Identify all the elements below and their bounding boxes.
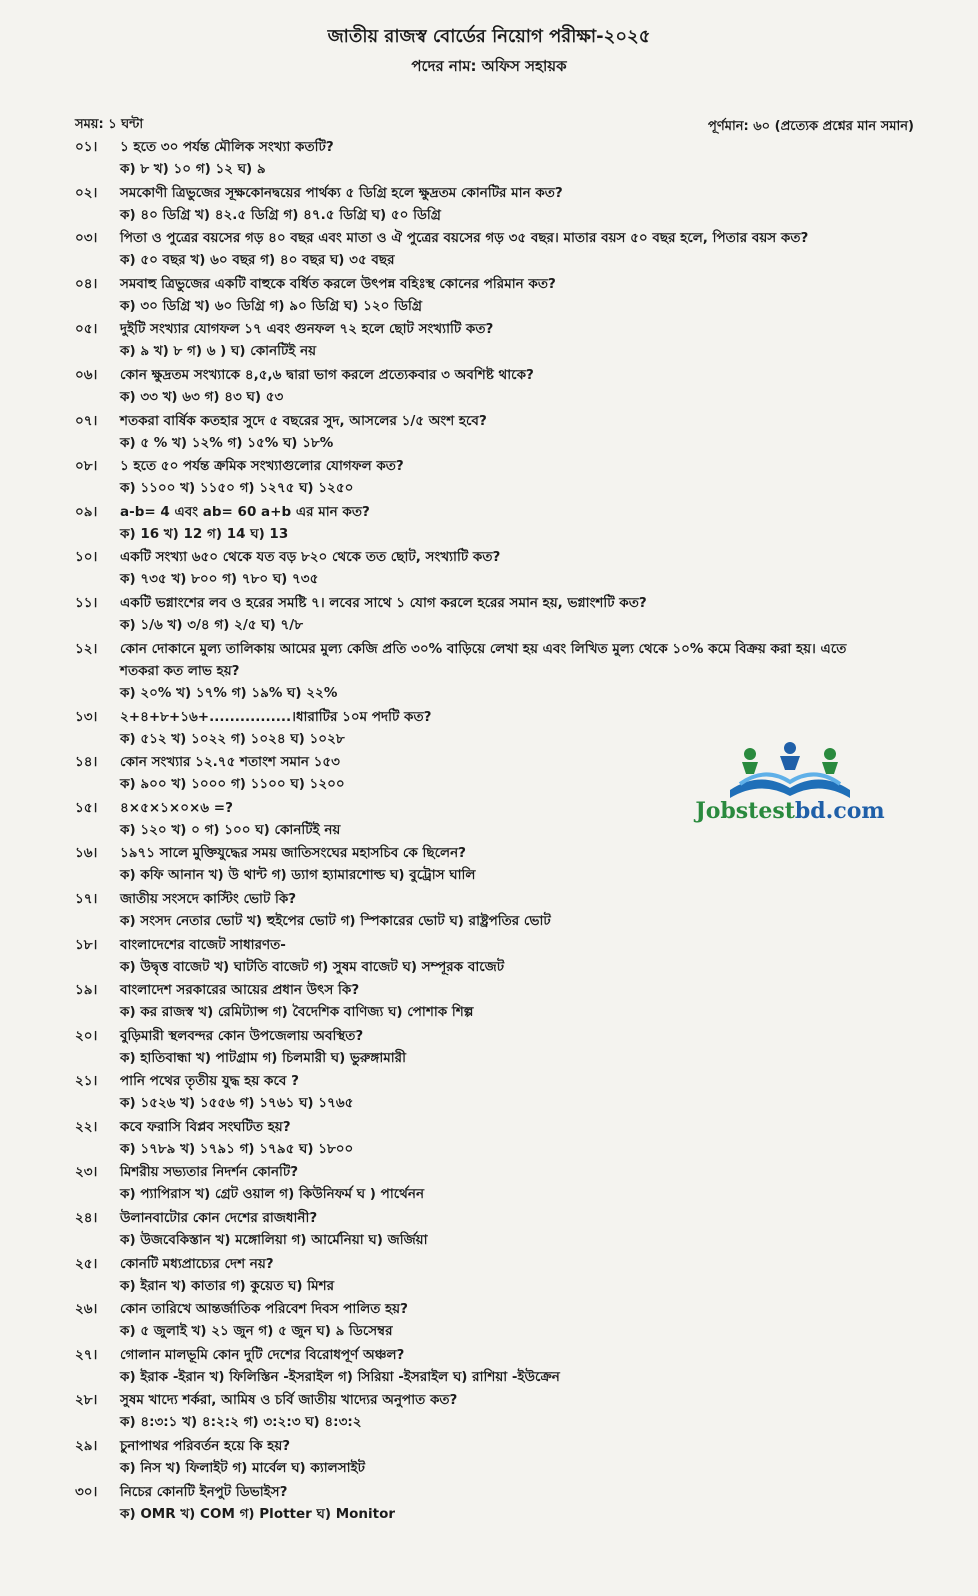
question-text: ১ হতে ৩০ পর্যন্ত মৌলিক সংখ্যা কতটি? bbox=[120, 139, 334, 155]
question-item bbox=[0, 932, 978, 978]
question-number: ০৩। bbox=[75, 230, 98, 247]
question-options: ক) ইরান খ) কাতার গ) কুয়েত ঘ) মিশর bbox=[120, 1277, 335, 1294]
question-text: বুড়িমারী স্থলবন্দর কোন উপজেলায় অবস্থিত? bbox=[120, 1027, 364, 1044]
question-item bbox=[0, 1114, 978, 1160]
question-text: কোন সংখ্যার ১২.৭৫ শতাংশ সমান ১৫৩ bbox=[120, 754, 340, 771]
question-text: কোনটি মধ্যপ্রাচ্যের দেশ নয়? bbox=[120, 1255, 274, 1272]
question-text: পানি পথের তৃতীয় যুদ্ধ হয় কবে ? bbox=[120, 1073, 299, 1090]
question-text: সমকোণী ত্রিভুজের সূক্ষকোনদ্বয়ের পার্থক্য ৫ ডিগ্রি হলে ক্ষুদ্রতম কোনটির মান কত? bbox=[120, 184, 563, 201]
question-number: ০৯। bbox=[75, 503, 98, 520]
question-item bbox=[0, 271, 978, 317]
question-number: ০৪। bbox=[75, 275, 98, 292]
question-number: ২৭। bbox=[75, 1346, 98, 1363]
question-text: গোলান মালভূমি কোন দুটি দেশের বিরোধপূর্ণ অঞ্চল? bbox=[120, 1346, 405, 1363]
question-text-continued: শতকরা কত লাভ হয়? bbox=[120, 662, 240, 679]
question-number: ০৭। bbox=[75, 412, 98, 429]
question-options: ক) ৩৩ খ) ৬৩ গ) ৪৩ ঘ) ৫৩ bbox=[120, 388, 284, 405]
post-name: পদের নাম: অফিস সহায়ক bbox=[411, 57, 567, 75]
question-item bbox=[0, 134, 978, 180]
question-options: ক) ৫০ বছর খ) ৬০ বছর গ) ৪০ বছর ঘ) ৩৫ বছর bbox=[120, 252, 395, 269]
question-item bbox=[0, 453, 978, 499]
question-item bbox=[0, 840, 978, 886]
question-number: ১২। bbox=[75, 640, 98, 657]
question-options: ক) ৫ % খ) ১২% গ) ১৫% ঘ) ১৮% bbox=[120, 434, 334, 451]
question-number: ০৮। bbox=[75, 458, 98, 475]
question-item bbox=[0, 180, 978, 226]
question-text: সুষম খাদ্যে শর্করা, আমিষ ও চর্বি জাতীয় খাদ্যের অনুপাত কত? bbox=[120, 1392, 458, 1409]
question-number: ২৪। bbox=[75, 1210, 98, 1227]
question-options: ক) কফি আনান খ) উ থান্ট গ) ড্যাগ হ্যামারশোল্ড ঘ) বুট্রোস ঘালি bbox=[120, 867, 476, 884]
question-options: ক) ৫১২ খ) ১০২২ গ) ১০২৪ ঘ) ১০২৮ bbox=[120, 730, 345, 747]
question-text: একটি ভগ্নাংশের লব ও হরের সমষ্টি ৭। লবের সাথে ১ যোগ করলে হরের সমান হয়, ভগ্নাংশটি কত? bbox=[120, 594, 647, 611]
question-text: কোন ক্ষুদ্রতম সংখ্যাকে ৪,৫,৬ দ্বারা ভাগ করলে প্রত্যেকবার ৩ অবশিষ্ট থাকে? bbox=[120, 366, 534, 383]
question-number: ১৭। bbox=[75, 890, 98, 907]
question-item bbox=[0, 316, 978, 362]
question-item bbox=[0, 1342, 978, 1388]
question-options: ক) প্যাপিরাস খ) গ্রেট ওয়াল গ) কিউনিফর্ম ঘ ) পার্থেনন bbox=[120, 1186, 425, 1203]
question-options: ক) OMR খ) COM গ) Plotter ঘ) Monitor bbox=[120, 1505, 396, 1522]
question-options: ক) নিস খ) ফিলাইট গ) মার্বেল ঘ) ক্যালসাইট bbox=[120, 1460, 365, 1477]
question-options: ক) ৭৩৫ খ) ৮০০ গ) ৭৮০ ঘ) ৭৩৫ bbox=[120, 571, 319, 588]
question-text: বাংলাদেশের বাজেট সাধারণত- bbox=[120, 936, 286, 953]
question-item bbox=[0, 362, 978, 408]
question-text: একটি সংখ্যা ৬৫০ থেকে যত বড় ৮২০ থেকে তত ছোট, সংখ্যাটি কত? bbox=[120, 549, 501, 566]
question-number: ২২। bbox=[75, 1118, 98, 1135]
question-item bbox=[0, 408, 978, 454]
question-text: সমবাহু ত্রিভুজের একটি বাহুকে বর্ধিত করলে উৎপন্ন বহিঃস্থ কোনের পরিমান কত? bbox=[120, 275, 556, 292]
question-number: ৩০। bbox=[75, 1483, 98, 1500]
question-item bbox=[0, 1205, 978, 1251]
exam-time: সময়: ১ ঘন্টা bbox=[75, 117, 144, 132]
question-number: ০৫। bbox=[75, 321, 98, 338]
question-text: মিশরীয় সভ্যতার নিদর্শন কোনটি? bbox=[120, 1164, 299, 1181]
exam-title: জাতীয় রাজস্ব বোর্ডের নিয়োগ পরীক্ষা-২০২৫ bbox=[327, 26, 651, 47]
question-options: ক) কর রাজস্ব খ) রেমিট্যান্স গ) বৈদেশিক বাণিজ্য ঘ) পোশাক শিল্প bbox=[120, 1004, 474, 1021]
question-number: ২৫। bbox=[75, 1255, 98, 1272]
question-item bbox=[0, 977, 978, 1023]
question-item bbox=[0, 1387, 978, 1433]
question-text: ১ হতে ৫০ পর্যন্ত ক্রমিক সংখ্যাগুলোর যোগফল কত? bbox=[120, 458, 404, 475]
question-number: ১৪। bbox=[75, 754, 98, 771]
question-number: ১৯। bbox=[75, 982, 98, 999]
question-text: কোন দোকানে মুল্য তালিকায় আমের মুল্য কেজি প্রতি ৩০% বাড়িয়ে লেখা হয় এবং লিখিত মুল্য থেকে ১০% কমে বিক্রয় করা হয়। এতে bbox=[120, 640, 847, 657]
question-item bbox=[0, 886, 978, 932]
question-text: কবে ফরাসি বিপ্লব সংঘটিত হয়? bbox=[120, 1118, 291, 1135]
site-name bbox=[690, 798, 890, 824]
question-text: পিতা ও পুত্রের বয়সের গড় ৪০ বছর এবং মাতা ও ঐ পুত্রের বয়সের গড় ৩৫ বছর। মাতার বয়স ৫০ বছর হলে, পিতার বয়স কত? bbox=[120, 230, 809, 247]
full-marks: পূর্ণমান: ৬০ (প্রত্যেক প্রশ্নের মান সমান) bbox=[708, 119, 914, 134]
question-options: ক) ৫ জুলাই খ) ২১ জুন গ) ৫ জুন ঘ) ৯ ডিসেম্বর bbox=[120, 1323, 393, 1340]
question-number: ১৩। bbox=[75, 708, 98, 725]
site-name-part1: Jobstest bbox=[695, 798, 795, 824]
question-options: ক) ১২০ খ) ০ গ) ১০০ ঘ) কোনটিই নয় bbox=[120, 821, 341, 838]
site-logo bbox=[690, 740, 890, 830]
question-text: নিচের কোনটি ইনপুট ডিভাইস? bbox=[120, 1483, 288, 1500]
question-options: ক) ৪:৩:১ খ) ৪:২:২ গ) ৩:২:৩ ঘ) ৪:৩:২ bbox=[120, 1414, 362, 1431]
question-item bbox=[0, 544, 978, 590]
question-item bbox=[0, 1159, 978, 1205]
question-options: ক) ১/৬ খ) ৩/৪ গ) ২/৫ ঘ) ৭/৮ bbox=[120, 616, 303, 633]
question-options: ক) ১৭৮৯ খ) ১৭৯১ গ) ১৭৯৫ ঘ) ১৮০০ bbox=[120, 1140, 354, 1157]
question-options: ক) ৮ খ) ১০ গ) ১২ ঘ) ৯ bbox=[120, 161, 266, 177]
question-item bbox=[0, 1023, 978, 1069]
question-options: ক) ৯০০ খ) ১০০০ গ) ১১০০ ঘ) ১২০০ bbox=[120, 776, 345, 793]
question-number: ২৩। bbox=[75, 1164, 98, 1181]
question-options: ক) উদ্বৃত্ত বাজেট খ) ঘাটতি বাজেট গ) সুষম বাজেট ঘ) সম্পূরক বাজেট bbox=[120, 958, 505, 975]
question-text: বাংলাদেশ সরকারের আয়ের প্রধান উৎস কি? bbox=[120, 982, 360, 999]
question-options: ক) ২০% খ) ১৭% গ) ১৯% ঘ) ২২% bbox=[120, 684, 338, 701]
question-text: শতকরা বার্ষিক কতহার সুদে ৫ বছরের সুদ, আসলের ১/৫ অংশ হবে? bbox=[120, 412, 487, 429]
question-options: ক) ৩০ ডিগ্রি খ) ৬০ ডিগ্রি গ) ৯০ ডিগ্রি ঘ) ১২০ ডিগ্রি bbox=[120, 297, 422, 314]
question-number: ০১। bbox=[75, 139, 98, 155]
question-item bbox=[0, 499, 978, 545]
question-item bbox=[0, 1433, 978, 1479]
question-text: a-b= 4 এবং ab= 60 a+b এর মান কত? bbox=[120, 503, 370, 520]
question-options: ক) ১৫২৬ খ) ১৫৫৬ গ) ১৭৬১ ঘ) ১৭৬৫ bbox=[120, 1095, 354, 1112]
question-text: চুনাপাথর পরিবর্তন হয়ে কি হয়? bbox=[120, 1438, 291, 1455]
question-text: জাতীয় সংসদে কাস্টিং ভোট কি? bbox=[120, 890, 297, 907]
question-options: ক) ১১০০ খ) ১১৫০ গ) ১২৭৫ ঘ) ১২৫০ bbox=[120, 480, 354, 497]
question-options: ক) ৪০ ডিগ্রি খ) ৪২.৫ ডিগ্রি গ) ৪৭.৫ ডিগ্রি ঘ) ৫০ ডিগ্রি bbox=[120, 206, 441, 223]
question-item bbox=[0, 1068, 978, 1114]
question-number: ২১। bbox=[75, 1073, 98, 1090]
question-text: দুইটি সংখ্যার যোগফল ১৭ এবং গুনফল ৭২ হলে ছোট সংখ্যাটি কত? bbox=[120, 321, 494, 338]
question-text: কোন তারিখে আন্তর্জাতিক পরিবেশ দিবস পালিত হয়? bbox=[120, 1301, 408, 1318]
book-people-icon bbox=[690, 740, 890, 800]
question-options: ক) 16 খ) 12 গ) 14 ঘ) 13 bbox=[120, 525, 289, 542]
question-number: ২৮। bbox=[75, 1392, 98, 1409]
question-number: ২৬। bbox=[75, 1301, 98, 1318]
question-text: ৪×৫×১×০×৬ =? bbox=[120, 799, 233, 816]
question-number: ১৬। bbox=[75, 845, 98, 862]
question-item bbox=[0, 225, 978, 271]
question-options: ক) সংসদ নেতার ভোট খ) হুইপের ভোট গ) স্পিকারের ভোট ঘ) রাষ্ট্রপতির ভোট bbox=[120, 912, 551, 929]
question-text: ২+৪+৮+১৬+................।ধারাটির ১০ম পদটি কত? bbox=[120, 708, 432, 725]
question-options: ক) উজবেকিস্তান খ) মঙ্গোলিয়া গ) আর্মেনিয়া ঘ) জর্জিয়া bbox=[120, 1232, 428, 1249]
question-number: ২৯। bbox=[75, 1438, 98, 1455]
site-name-part2: bd.com bbox=[794, 798, 885, 824]
question-text: ১৯৭১ সালে মুক্তিযুদ্ধের সময় জাতিসংঘের মহাসচিব কে ছিলেন? bbox=[120, 845, 466, 862]
question-number: ২০। bbox=[75, 1027, 98, 1044]
question-number: ১৮। bbox=[75, 936, 98, 953]
question-item bbox=[0, 1479, 978, 1525]
question-number: ১১। bbox=[75, 594, 98, 611]
question-text: উলানবাটোর কোন দেশের রাজধানী? bbox=[120, 1210, 318, 1227]
question-options: ক) ইরাক -ইরান খ) ফিলিস্তিন -ইসরাইল গ) সিরিয়া -ইসরাইল ঘ) রাশিয়া -ইউক্রেন bbox=[120, 1368, 560, 1385]
question-item bbox=[0, 590, 978, 636]
question-number: ০২। bbox=[75, 184, 98, 201]
question-options: ক) ৯ খ) ৮ গ) ৬ ) ঘ) কোনটিই নয় bbox=[120, 343, 317, 360]
question-options: ক) হাতিবান্ধা খ) পাটগ্রাম গ) চিলমারী ঘ) ভুরুঙ্গামারী bbox=[120, 1049, 406, 1066]
question-item bbox=[0, 1251, 978, 1297]
question-item bbox=[0, 1296, 978, 1342]
question-number: ১০। bbox=[75, 549, 98, 566]
question-item bbox=[0, 636, 978, 704]
question-number: ১৫। bbox=[75, 799, 98, 816]
question-number: ০৬। bbox=[75, 366, 98, 383]
